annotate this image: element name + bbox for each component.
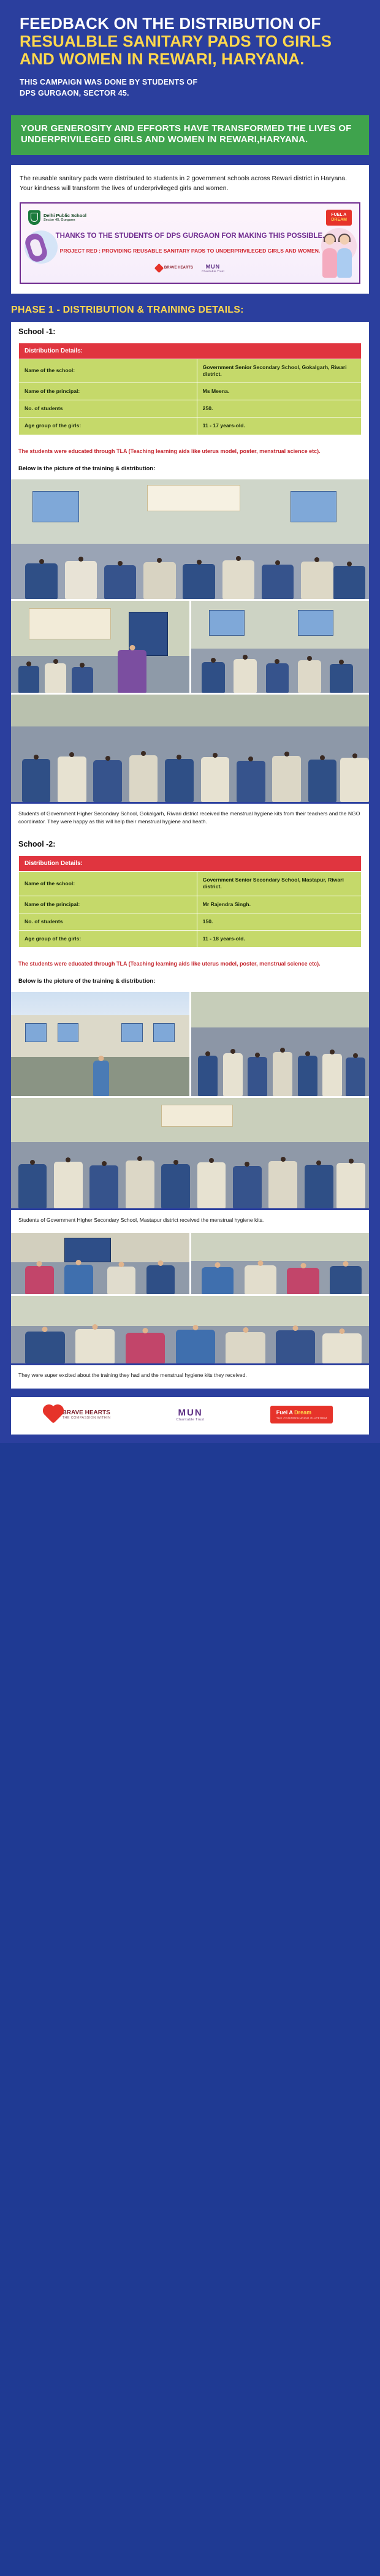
fuel-a-dream-logo bbox=[270, 1406, 333, 1424]
intro-paragraph: The reusable sanitary pads were distributed to students in 2 government schools across Rewari district in Haryana. Your kindness will transform the lives of underprivileged girls and women. bbox=[20, 175, 348, 192]
school-2-tla-note: The students were educated through TLA (Teaching learning aids like uterus model, poster, menstrual science etc). bbox=[11, 955, 369, 974]
table-header: Distribution Details: bbox=[19, 343, 362, 359]
row-key: Age group of the girls: bbox=[19, 417, 197, 435]
mun-logo bbox=[177, 1408, 205, 1422]
row-key: Name of the principal: bbox=[19, 383, 197, 400]
row-value: Government Senior Secondary School, Mastapur, Riwari district. bbox=[197, 872, 361, 896]
row-value: Mr Rajendra Singh. bbox=[197, 896, 361, 913]
poster-school-sub: Sector 45, Gurgaon bbox=[44, 218, 75, 223]
school-2-photos-extra bbox=[11, 1233, 369, 1363]
table-row bbox=[19, 417, 362, 435]
brave-hearts-logo-small bbox=[156, 265, 193, 272]
title-line-1: FEEDBACK ON THE DISTRIBUTION OF bbox=[20, 14, 321, 32]
photo-school2-assembly bbox=[191, 992, 370, 1096]
intro-card bbox=[11, 165, 369, 294]
heart-icon bbox=[44, 1406, 61, 1423]
photo-kit-handover bbox=[11, 1296, 369, 1363]
school-2-below-note: Below is the picture of the training & distribution: bbox=[11, 974, 369, 992]
row-value: 11 - 18 years-old. bbox=[197, 930, 361, 947]
brave-sub-label: THE COMPASSION WITHIN bbox=[62, 1416, 111, 1420]
school-2-caption-2: They were super excited about the training they had and the menstrual hygiene kits they received. bbox=[11, 1365, 369, 1388]
subtitle-line-2: DPS GURGAON, SECTOR 45. bbox=[20, 89, 129, 98]
row-value: 150. bbox=[197, 913, 361, 930]
photo-school2-distribution bbox=[11, 1098, 369, 1208]
school-1-below-note: Below is the picture of the training & distribution: bbox=[11, 462, 369, 479]
poster-header bbox=[28, 210, 352, 226]
fuel-logo-line2: DREAM bbox=[331, 217, 347, 222]
poster-body bbox=[28, 226, 352, 275]
school-2-label: School -2: bbox=[11, 834, 369, 854]
school-2-distribution-table bbox=[18, 855, 362, 948]
poster-project-text: PROJECT RED : PROVIDING REUSABLE SANITARY PADS TO UNDERPRIVILEGED GIRLS AND WOMEN. bbox=[59, 248, 321, 254]
brave-hearts-text bbox=[63, 1409, 111, 1420]
title-line-2: RESUALBLE SANITARY PADS TO GIRLS bbox=[20, 32, 332, 51]
row-value: Government Senior Secondary School, Gokalgarh, Riwari district. bbox=[197, 359, 361, 383]
row-key: Name of the school: bbox=[19, 359, 197, 383]
photo-school2-building bbox=[11, 992, 189, 1096]
brave-hearts-logo bbox=[47, 1409, 111, 1421]
school-1-distribution-table bbox=[18, 343, 362, 435]
fuel-logo-line1: FUEL A bbox=[331, 212, 347, 217]
subtitle-line-1: THIS CAMPAIGN WAS DONE BY STUDENTS OF bbox=[20, 78, 198, 87]
school-1-tla-note: The students were educated through TLA (Teaching learning aids like uterus model, poster, menstrual science etc). bbox=[11, 443, 369, 462]
table-row bbox=[19, 896, 362, 913]
row-key: No. of students bbox=[19, 913, 197, 930]
table-row bbox=[19, 930, 362, 947]
photo-kit-group-right bbox=[191, 1233, 370, 1294]
photo-training-left bbox=[11, 601, 189, 693]
phase-heading: PHASE 1 - DISTRIBUTION & TRAINING DETAILS: bbox=[11, 304, 244, 315]
fuel-label-2: Dream bbox=[294, 1409, 312, 1416]
school-1-label: School -1: bbox=[11, 322, 369, 341]
row-value: 11 - 17 years-old. bbox=[197, 417, 361, 435]
school-2-table-wrap bbox=[11, 854, 369, 955]
footer-logos bbox=[11, 1397, 369, 1435]
mun-sub-label: Charitable Trust bbox=[201, 269, 225, 273]
subtitle bbox=[20, 77, 360, 99]
school-1-photos bbox=[11, 479, 369, 802]
photo-students-seated bbox=[11, 695, 369, 802]
school-crest-icon bbox=[28, 210, 40, 225]
school-1-table-wrap bbox=[11, 341, 369, 443]
photo-kit-group-left bbox=[11, 1233, 189, 1294]
row-key: Name of the school: bbox=[19, 872, 197, 896]
fuel-sub-label: THE CROWDFUNDING PLATFORM bbox=[276, 1417, 327, 1420]
brave-hearts-label: BRAVE HEARTS bbox=[164, 265, 193, 270]
photo-training-right bbox=[191, 601, 370, 693]
poster-school-name: Delhi Public School bbox=[44, 212, 87, 218]
photo-classroom-wide bbox=[11, 479, 369, 599]
heart-icon bbox=[154, 263, 164, 273]
poster-thanks-text: THANKS TO THE STUDENTS OF DPS GURGAON FOR MAKING THIS POSSIBLE. bbox=[55, 232, 325, 240]
mun-logo-small bbox=[202, 264, 224, 273]
poster-logo-row bbox=[44, 260, 336, 273]
brave-label: BRAVE bbox=[62, 1409, 83, 1417]
mun-label: MUN bbox=[205, 263, 221, 270]
hearts-label: HEARTS bbox=[85, 1409, 110, 1417]
bottom-spacer bbox=[9, 1435, 371, 1443]
title-line-3: AND WOMEN IN REWARI, HARYANA. bbox=[20, 50, 305, 69]
table-row bbox=[19, 400, 362, 417]
row-key: Age group of the girls: bbox=[19, 930, 197, 947]
row-key: Name of the principal: bbox=[19, 896, 197, 913]
school-1-caption: Students of Government Higher Secondary School, Gokalgarh, Riwari district received the menstrual hygiene kits from their teachers and the NGO coordinator. They were happy as this will help their menstrual hygiene and heath. bbox=[11, 804, 369, 835]
fuel-a-dream-logo bbox=[326, 210, 352, 226]
title-block bbox=[9, 11, 371, 105]
mun-label: MUN bbox=[178, 1408, 203, 1419]
row-value: 250. bbox=[197, 400, 361, 417]
dps-logo bbox=[28, 210, 86, 225]
fuel-label-1: Fuel A bbox=[276, 1409, 293, 1416]
table-header: Distribution Details: bbox=[19, 856, 362, 872]
school-2-caption: Students of Government Higher Secondary School, Mastapur district received the menstrual hygiene kits. bbox=[11, 1210, 369, 1233]
table-row bbox=[19, 383, 362, 400]
thanks-poster bbox=[20, 202, 360, 284]
green-banner-text: YOUR GENEROSITY AND EFFORTS HAVE TRANSFORMED THE LIVES OF UNDERPRIVILEGED GIRLS AND WOMEN IN REWARI,HARYANA. bbox=[21, 123, 352, 145]
row-key: No. of students bbox=[19, 400, 197, 417]
row-value: Ms Meena. bbox=[197, 383, 361, 400]
school-2-photos bbox=[11, 992, 369, 1208]
green-banner bbox=[11, 115, 369, 156]
table-row bbox=[19, 359, 362, 383]
mun-sub-label: Charitable Trust bbox=[176, 1418, 205, 1422]
page-title bbox=[20, 15, 360, 68]
table-row bbox=[19, 872, 362, 896]
table-row bbox=[19, 913, 362, 930]
